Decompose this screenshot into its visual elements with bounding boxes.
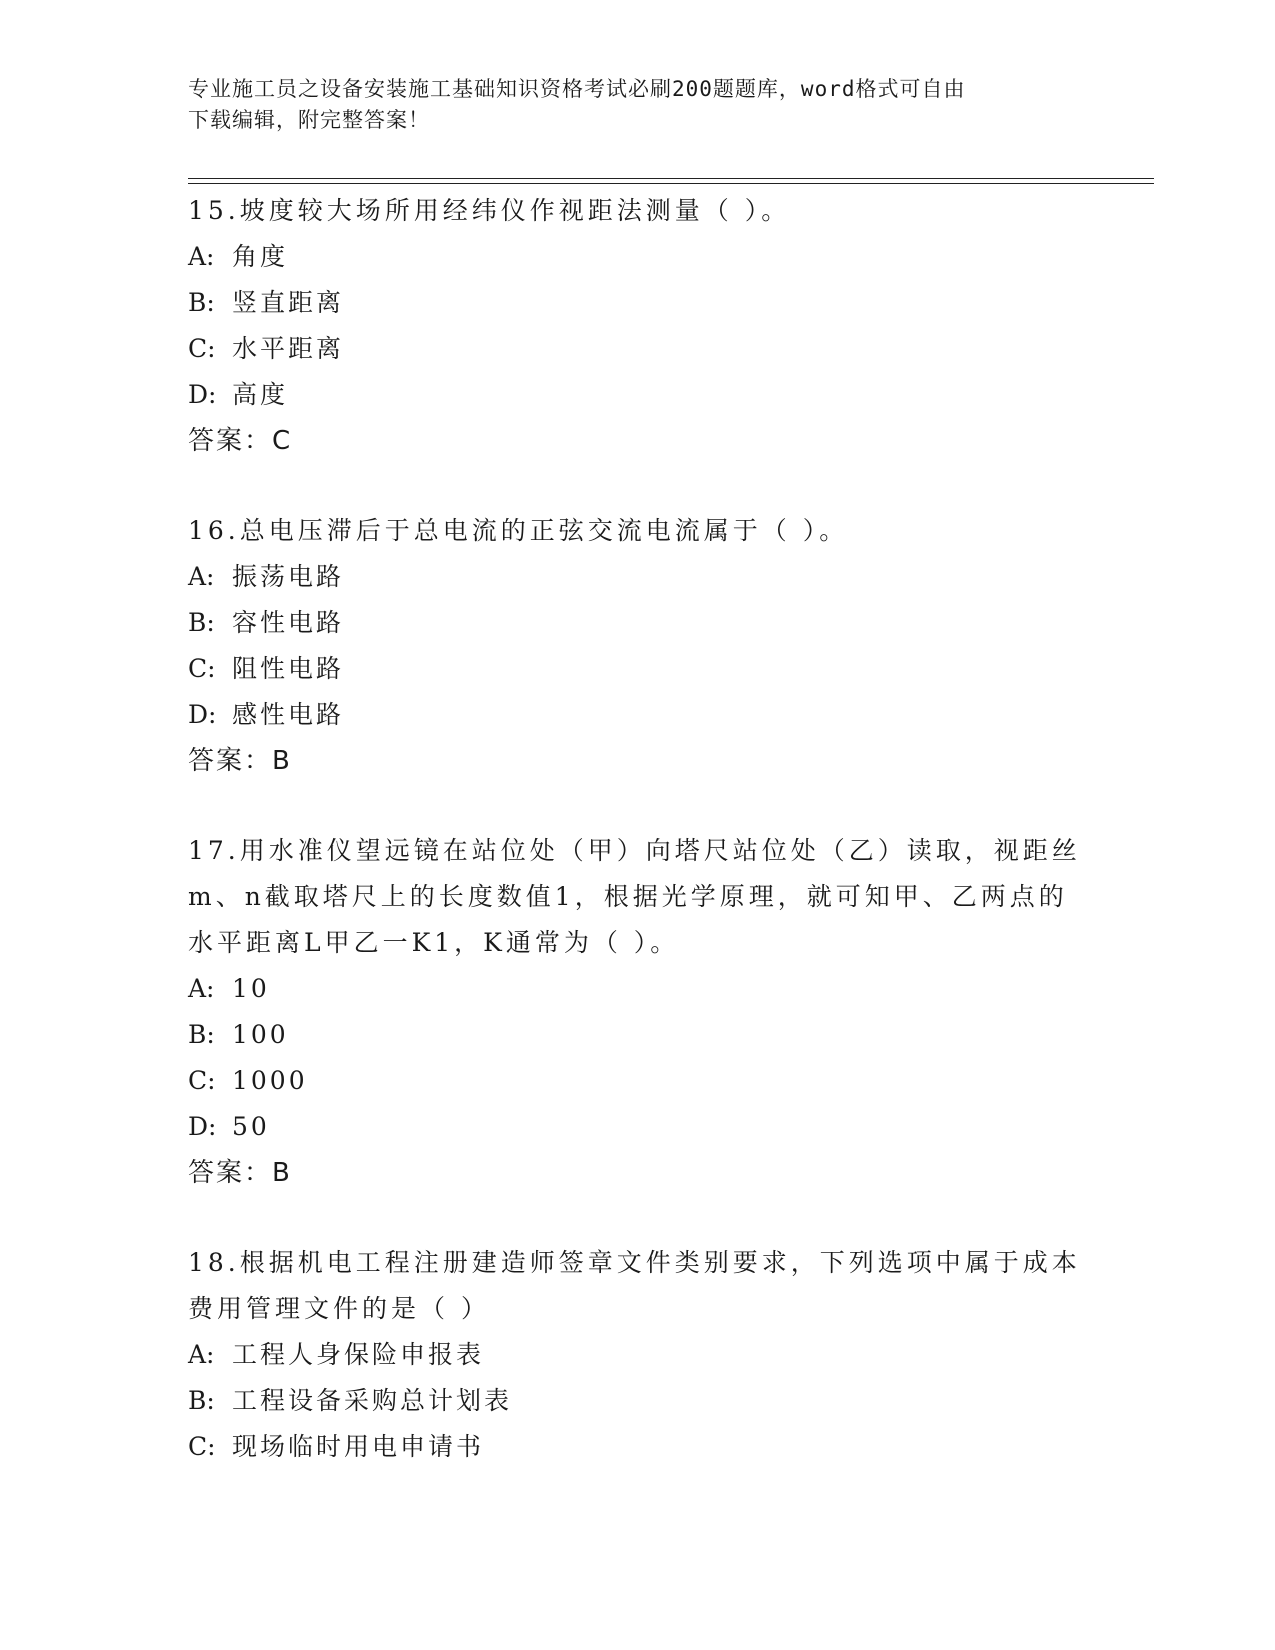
option-letter: B:: [188, 1386, 215, 1415]
question-stem-line: 18.根据机电工程注册建造师签章文件类别要求，下列选项中属于成本: [188, 1248, 1081, 1277]
question-stem-line: 费用管理文件的是（ ）: [188, 1294, 490, 1323]
option-text: 容性电路: [232, 608, 345, 637]
option-letter: D:: [188, 380, 217, 409]
option-text: 角度: [232, 242, 289, 271]
option-letter: D:: [188, 700, 217, 729]
answer-label: 答案：B: [188, 746, 292, 776]
option-letter: B:: [188, 1020, 215, 1049]
option-c: [188, 1424, 1108, 1470]
option-d: [188, 692, 1108, 738]
question-18: [188, 1240, 1108, 1470]
option-c: [188, 326, 1108, 372]
option-text: 高度: [232, 380, 289, 409]
question-stem: 15.坡度较大场所用经纬仪作视距法测量（ ）。: [188, 196, 791, 225]
option-letter: C:: [188, 1432, 216, 1461]
question-gap: [188, 1196, 1108, 1240]
option-text: 工程设备采购总计划表: [232, 1386, 513, 1415]
question-15: [188, 188, 1108, 464]
option-letter: B:: [188, 288, 215, 317]
option-letter: D:: [188, 1112, 217, 1141]
option-text: 感性电路: [232, 700, 345, 729]
question-gap: [188, 784, 1108, 828]
header-line-2: 下载编辑，附完整答案！: [188, 108, 430, 132]
question-16: [188, 508, 1108, 784]
option-letter: B:: [188, 608, 215, 637]
question-stem-line: 水平距离L甲乙一K1，K通常为（ ）。: [188, 928, 680, 957]
option-text: 竖直距离: [232, 288, 345, 317]
option-text: 现场临时用电申请书: [232, 1432, 485, 1461]
option-b: [188, 600, 1108, 646]
question-gap: [188, 464, 1108, 508]
option-letter: C:: [188, 654, 216, 683]
question-stem: 16.总电压滞后于总电流的正弦交流电流属于（ ）。: [188, 516, 849, 545]
question-stem-line: 17.用水准仪望远镜在站位处（甲）向塔尺站位处（乙）读取，视距丝: [188, 836, 1081, 865]
answer-label: 答案：C: [188, 426, 293, 456]
option-letter: A:: [188, 1340, 215, 1369]
option-letter: A:: [188, 974, 215, 1003]
option-text: 10: [232, 974, 270, 1003]
document-header: [188, 74, 1088, 136]
option-c: [188, 1058, 1108, 1104]
option-b: [188, 280, 1108, 326]
option-text: 100: [232, 1020, 289, 1049]
answer-label: 答案：B: [188, 1158, 292, 1188]
option-b: [188, 1378, 1108, 1424]
option-b: [188, 1012, 1108, 1058]
option-a: [188, 234, 1108, 280]
option-d: [188, 1104, 1108, 1150]
header-line-1: 专业施工员之设备安装施工基础知识资格考试必刷200题题库，word格式可自由: [188, 77, 966, 101]
option-text: 水平距离: [232, 334, 345, 363]
option-letter: C:: [188, 1066, 216, 1095]
option-text: 振荡电路: [232, 562, 345, 591]
option-letter: A:: [188, 562, 215, 591]
question-17: [188, 828, 1108, 1196]
option-text: 阻性电路: [232, 654, 345, 683]
header-rule-bottom: [188, 183, 1154, 184]
option-a: [188, 554, 1108, 600]
option-letter: C:: [188, 334, 216, 363]
option-d: [188, 372, 1108, 418]
option-text: 工程人身保险申报表: [232, 1340, 485, 1369]
option-text: 50: [232, 1112, 270, 1141]
question-stem-line: m、n截取塔尺上的长度数值1，根据光学原理，就可知甲、乙两点的: [188, 882, 1068, 911]
option-a: [188, 966, 1108, 1012]
option-text: 1000: [232, 1066, 308, 1095]
option-letter: A:: [188, 242, 215, 271]
header-rule-top: [188, 178, 1154, 179]
option-a: [188, 1332, 1108, 1378]
question-list: [188, 188, 1108, 1470]
option-c: [188, 646, 1108, 692]
